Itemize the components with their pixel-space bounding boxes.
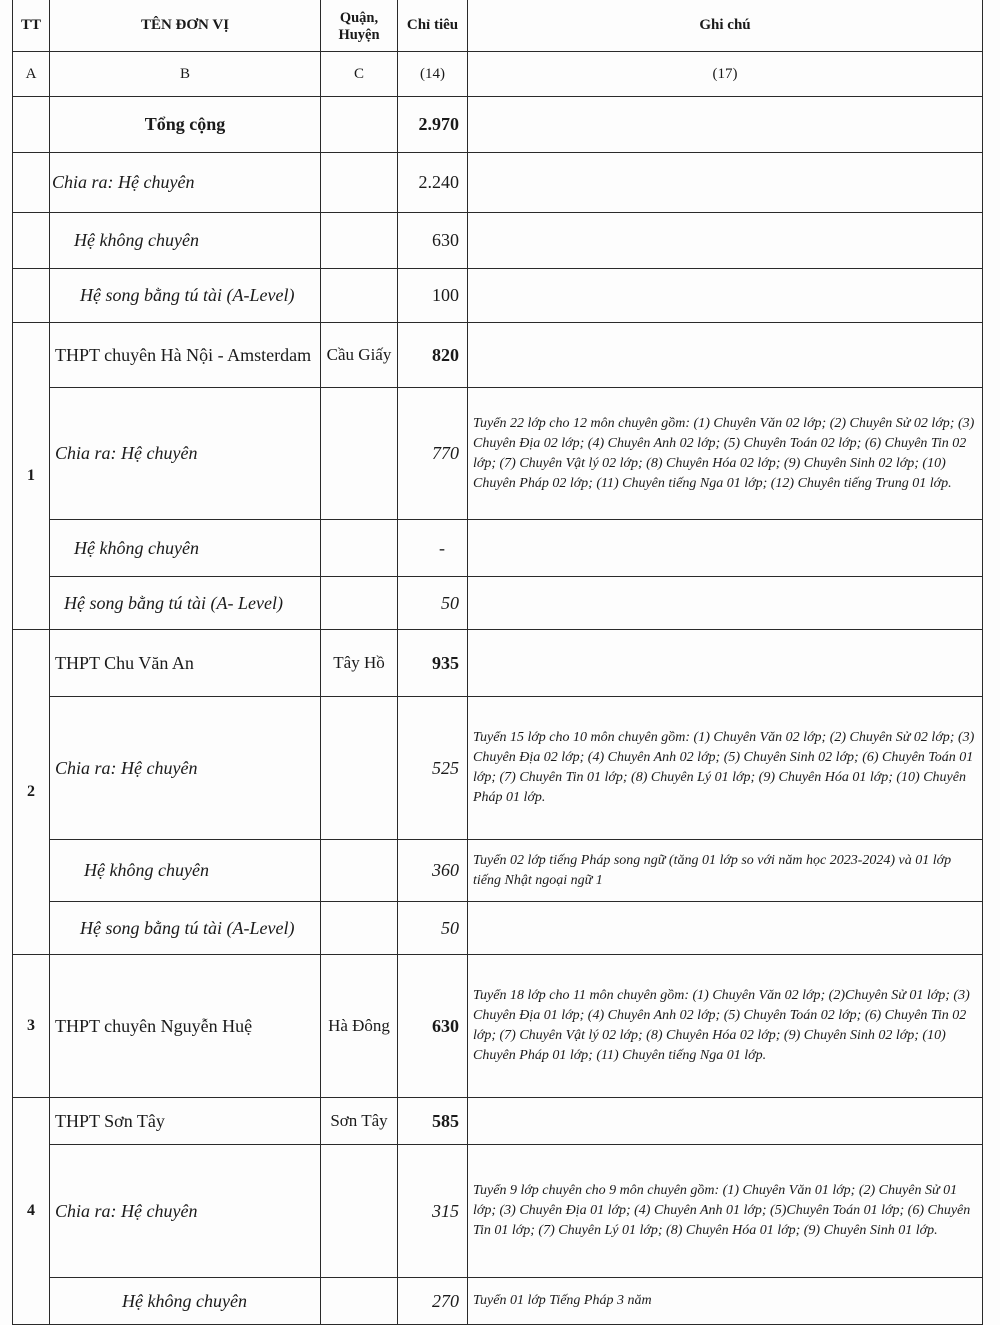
header-tt: TT xyxy=(13,0,50,52)
total-label: Tổng cộng xyxy=(50,97,321,153)
nonspecialized-note: Tuyển 01 lớp Tiếng Pháp 3 năm xyxy=(468,1278,983,1325)
specialized-note: Tuyển 9 lớp chuyên cho 9 môn chuyên gồm: (1) Chuyên Văn 01 lớp; (2) Chuyên Sử 01 lớp; (3) Chuyên Địa 01 lớp; (4) Chuyên Anh 01 lớp; (5)Chuyên Toán 01 lớp; (6) Chuyên Tin 01 lớp; (7) Chuyên Lý 01 lớp; (8) Chuyên Hóa 01 lớp; (9) Chuyên Sinh 01 lớp. xyxy=(468,1145,983,1278)
school-specialized-row xyxy=(13,388,983,520)
header-row xyxy=(13,0,983,52)
school-tt: 4 xyxy=(13,1098,50,1325)
school-district: Sơn Tây xyxy=(321,1098,398,1145)
school-name: THPT Sơn Tây xyxy=(50,1098,321,1145)
school-alevel-row xyxy=(13,902,983,955)
school-tt: 2 xyxy=(13,630,50,955)
header-district: Quận, Huyện xyxy=(321,0,398,52)
total-nonspecialized-value: 630 xyxy=(398,213,468,269)
total-alevel-label: Hệ song bằng tú tài (A-Level) xyxy=(50,269,321,323)
specialized-label: Chia ra: Hệ chuyên xyxy=(50,697,321,840)
total-alevel-row xyxy=(13,269,983,323)
school-name: THPT chuyên Hà Nội - Amsterdam xyxy=(50,323,321,388)
school-nonspecialized-row xyxy=(13,520,983,577)
school-nonspecialized-row xyxy=(13,1278,983,1325)
school-row xyxy=(13,323,983,388)
school-tt: 3 xyxy=(13,955,50,1098)
nonspecialized-value: 270 xyxy=(398,1278,468,1325)
nonspecialized-note: Tuyển 02 lớp tiếng Pháp song ngữ (tăng 01 lớp so với năm học 2023-2024) và 01 lớp tiếng Nhật ngoại ngữ 1 xyxy=(468,840,983,902)
code-b: B xyxy=(50,52,321,97)
header-code-row xyxy=(13,52,983,97)
nonspecialized-value: 360 xyxy=(398,840,468,902)
nonspecialized-label: Hệ không chuyên xyxy=(50,520,321,577)
total-nonspecialized-label: Hệ không chuyên xyxy=(50,213,321,269)
specialized-note: Tuyển 22 lớp cho 12 môn chuyên gồm: (1) Chuyên Văn 02 lớp; (2) Chuyên Sử 02 lớp; (3) Chuyên Địa 02 lớp; (4) Chuyên Anh 02 lớp; (5) Chuyên Toán 02 lớp; (6) Chuyên Tin 02 lớp; (7) Chuyên Vật lý 02 lớp; (8) Chuyên Hóa 02 lớp; (9) Chuyên Sinh 02 lớp; (10) Chuyên Pháp 02 lớp; (11) Chuyên tiếng Nga 01 lớp; (12) Chuyên tiếng Trung 01 lớp. xyxy=(468,388,983,520)
school-tt: 1 xyxy=(13,323,50,630)
total-specialized-row xyxy=(13,153,983,213)
specialized-label: Chia ra: Hệ chuyên xyxy=(50,1145,321,1278)
school-quota: 585 xyxy=(398,1098,468,1145)
code-17: (17) xyxy=(468,52,983,97)
alevel-label: Hệ song bằng tú tài (A-Level) xyxy=(50,902,321,955)
header-note: Ghi chú xyxy=(468,0,983,52)
school-specialized-row xyxy=(13,1145,983,1278)
school-quota: 630 xyxy=(398,955,468,1098)
alevel-value: 50 xyxy=(398,902,468,955)
specialized-value: 770 xyxy=(398,388,468,520)
school-row xyxy=(13,1098,983,1145)
school-name: THPT chuyên Nguyễn Huệ xyxy=(50,955,321,1098)
specialized-label: Chia ra: Hệ chuyên xyxy=(50,388,321,520)
nonspecialized-label: Hệ không chuyên xyxy=(50,840,321,902)
header-quota: Chỉ tiêu xyxy=(398,0,468,52)
code-14: (14) xyxy=(398,52,468,97)
total-row xyxy=(13,97,983,153)
alevel-value: 50 xyxy=(398,577,468,630)
code-a: A xyxy=(13,52,50,97)
school-district: Tây Hồ xyxy=(321,630,398,697)
specialized-value: 525 xyxy=(398,697,468,840)
school-nonspecialized-row xyxy=(13,840,983,902)
nonspecialized-value: - xyxy=(398,520,468,577)
school-district: Hà Đông xyxy=(321,955,398,1098)
total-specialized-label: Chia ra: Hệ chuyên xyxy=(50,153,321,213)
school-row xyxy=(13,955,983,1098)
total-alevel-value: 100 xyxy=(398,269,468,323)
school-quota: 935 xyxy=(398,630,468,697)
header-unit-name: TÊN ĐƠN VỊ xyxy=(50,0,321,52)
specialized-note: Tuyển 15 lớp cho 10 môn chuyên gồm: (1) Chuyên Văn 02 lớp; (2) Chuyên Sử 02 lớp; (3) Chuyên Địa 02 lớp; (4) Chuyên Anh 02 lớp; (5) Chuyên Sinh 02 lớp; (6) Chuyên Toán 01 lớp; (7) Chuyên Tin 01 lớp; (8) Chuyên Lý 01 lớp; (9) Chuyên Hóa 01 lớp; (10) Chuyên Pháp 01 lớp. xyxy=(468,697,983,840)
total-specialized-value: 2.240 xyxy=(398,153,468,213)
school-note: Tuyển 18 lớp cho 11 môn chuyên gồm: (1) Chuyên Văn 02 lớp; (2)Chuyên Sử 01 lớp; (3) Chuyên Địa 01 lớp; (4) Chuyên Anh 02 lớp; (5) Chuyên Toán 02 lớp; (6) Chuyên Tin 02 lớp; (7) Chuyên Vật lý 02 lớp; (8) Chuyên Hóa 02 lớp; (9) Chuyên Sinh 02 lớp; (10) Chuyên Pháp 01 lớp; (11) Chuyên tiếng Nga 01 lớp. xyxy=(468,955,983,1098)
school-specialized-row xyxy=(13,697,983,840)
alevel-note xyxy=(468,577,983,630)
enrollment-quota-table xyxy=(12,0,983,1325)
total-value: 2.970 xyxy=(398,97,468,153)
nonspecialized-label: Hệ không chuyên xyxy=(50,1278,321,1325)
alevel-label: Hệ song bằng tú tài (A- Level) xyxy=(50,577,321,630)
code-c: C xyxy=(321,52,398,97)
school-row xyxy=(13,630,983,697)
total-nonspecialized-row xyxy=(13,213,983,269)
school-quota: 820 xyxy=(398,323,468,388)
school-alevel-row xyxy=(13,577,983,630)
school-name: THPT Chu Văn An xyxy=(50,630,321,697)
school-district: Cầu Giấy xyxy=(321,323,398,388)
alevel-note xyxy=(468,902,983,955)
nonspecialized-note xyxy=(468,520,983,577)
specialized-value: 315 xyxy=(398,1145,468,1278)
